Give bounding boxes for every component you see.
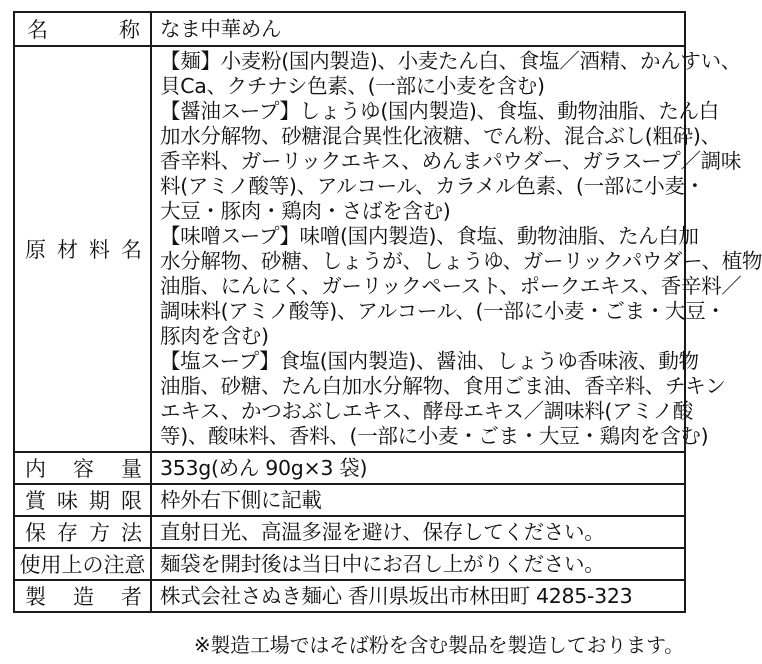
name-header-char: 称 bbox=[119, 18, 140, 42]
row-contents bbox=[14, 452, 685, 484]
ingredient-line: 貝Ca、クチナシ色素、(一部に小麦を含む) bbox=[160, 74, 545, 98]
storage-header-char: 法 bbox=[121, 521, 142, 545]
ingredient-line: 調味料(アミノ酸等)、アルコール、(一部に小麦・ごま・大豆・ bbox=[160, 299, 726, 323]
row-usage-notes bbox=[14, 548, 685, 580]
best-before-header-char: 期 bbox=[89, 489, 110, 513]
manufacturer-header-char: 造 bbox=[73, 585, 94, 609]
storage-header-char: 方 bbox=[89, 521, 110, 545]
ingredient-line: 料(アミノ酸等)、アルコール、カラメル色素、(一部に小麦・ bbox=[160, 174, 705, 198]
name-header-char: 名 bbox=[27, 18, 48, 42]
ingredients-header-char: 料 bbox=[89, 238, 110, 262]
best-before-value: 枠外右下側に記載 bbox=[151, 484, 685, 516]
contents-value: 353g(めん 90g×3 袋) bbox=[151, 452, 685, 484]
storage-header bbox=[14, 516, 151, 548]
contents-header bbox=[14, 452, 151, 484]
allergen-footnote: ※製造工場ではそば粉を含む製品を製造しております。 bbox=[193, 633, 684, 657]
contents-header-char: 内 bbox=[25, 457, 46, 481]
ingredients-header bbox=[14, 46, 151, 452]
best-before-header-char: 限 bbox=[121, 489, 142, 513]
ingredients-header-char: 名 bbox=[121, 238, 142, 262]
row-ingredients bbox=[14, 46, 685, 452]
ingredient-line: 油脂、にんにく、ガーリックペースト、ポークエキス、香辛料／ bbox=[160, 274, 742, 298]
ingredient-line: 水分解物、砂糖、しょうが、しょうゆ、ガーリックパウダー、植物 bbox=[160, 249, 762, 273]
contents-header-char: 容 bbox=[73, 457, 94, 481]
name-header bbox=[14, 12, 151, 46]
row-manufacturer bbox=[14, 580, 685, 612]
ingredient-line: 【醤油スープ】しょうゆ(国内製造)、食塩、動物油脂、たん白 bbox=[160, 99, 719, 123]
ingredient-line: 【麺】小麦粉(国内製造)、小麦たん白、食塩／酒精、かんすい、 bbox=[160, 49, 741, 73]
ingredient-line: エキス、かつおぶしエキス、酵母エキス／調味料(アミノ酸 bbox=[160, 399, 693, 423]
ingredients-value bbox=[151, 46, 762, 452]
row-name bbox=[14, 12, 685, 46]
best-before-header bbox=[14, 484, 151, 516]
ingredients-header-char: 原 bbox=[25, 238, 46, 262]
manufacturer-header-char: 者 bbox=[121, 585, 142, 609]
ingredient-line: 【味噌スープ】味噌(国内製造)、食塩、動物油脂、たん白加 bbox=[160, 224, 699, 248]
food-label-table bbox=[13, 11, 762, 613]
ingredient-line: 香辛料、ガーリックエキス、めんまパウダー、ガラスープ／調味 bbox=[160, 149, 742, 173]
product-name-value: なま中華めん bbox=[151, 12, 685, 46]
row-storage bbox=[14, 516, 685, 548]
usage-notes-value: 麺袋を開封後は当日中にお召し上がりください。 bbox=[151, 548, 685, 580]
usage-notes-header bbox=[14, 548, 151, 580]
contents-header-char: 量 bbox=[121, 457, 142, 481]
best-before-header-char: 賞 bbox=[25, 489, 46, 513]
ingredient-line: 加水分解物、砂糖混合異性化液糖、でん粉、混合ぶし(粗砕)、 bbox=[160, 124, 721, 148]
ingredient-line: 豚肉を含む) bbox=[160, 324, 269, 348]
ingredient-line: 油脂、砂糖、たん白加水分解物、食用ごま油、香辛料、チキン bbox=[160, 374, 726, 398]
manufacturer-header bbox=[14, 580, 151, 612]
manufacturer-value: 株式会社さぬき麺心 香川県坂出市林田町 4285-323 bbox=[151, 580, 685, 612]
storage-header-char: 存 bbox=[57, 521, 78, 545]
ingredients-header-char: 材 bbox=[57, 238, 78, 262]
usage-notes-header-text: 使用上の注意 bbox=[19, 553, 146, 577]
ingredient-line: 大豆・豚肉・鶏肉・さばを含む) bbox=[160, 199, 451, 223]
best-before-header-char: 味 bbox=[57, 489, 78, 513]
ingredient-line: 等)、酸味料、香料、(一部に小麦・ごま・大豆・鶏肉を含む) bbox=[160, 424, 709, 448]
storage-value: 直射日光、高温多湿を避け、保存してください。 bbox=[151, 516, 685, 548]
row-best-before bbox=[14, 484, 685, 516]
ingredient-line: 【塩スープ】食塩(国内製造)、醤油、しょうゆ香味液、動物 bbox=[160, 349, 699, 373]
manufacturer-header-char: 製 bbox=[25, 585, 46, 609]
storage-header-char: 保 bbox=[25, 521, 46, 545]
